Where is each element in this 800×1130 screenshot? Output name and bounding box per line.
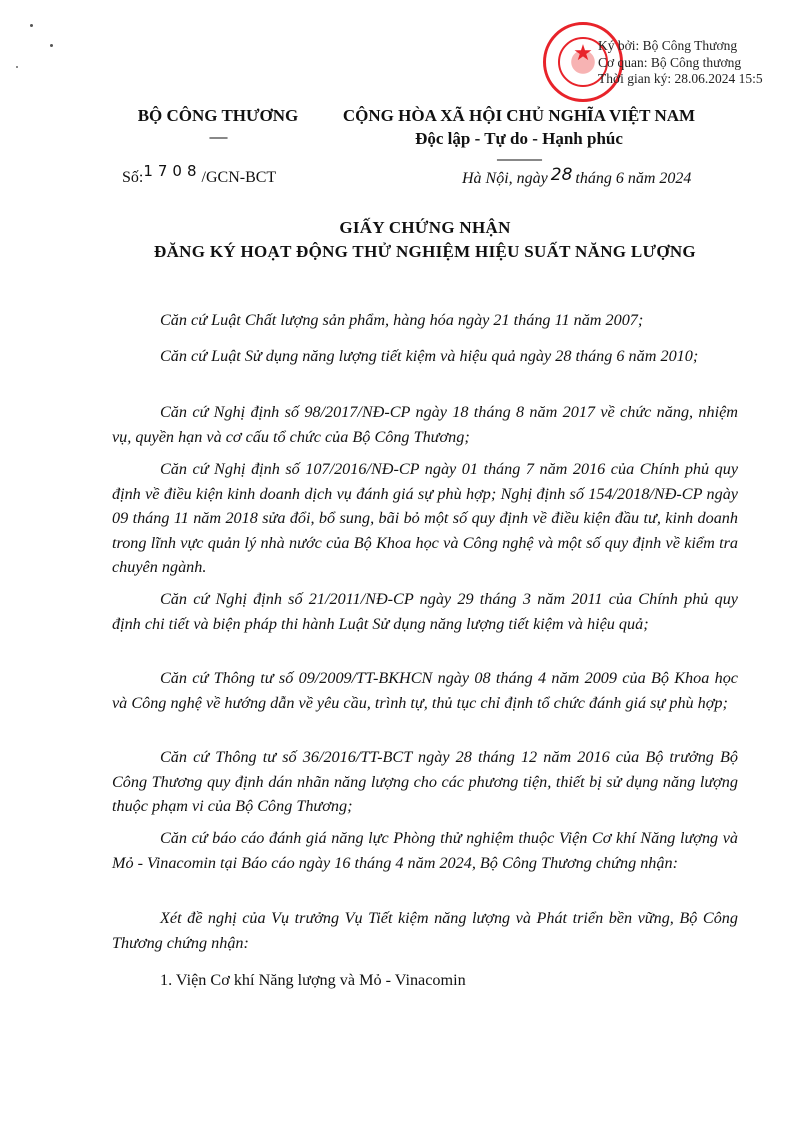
ministry-underline: ------ <box>209 130 227 144</box>
signature-signed-by: Ký bởi: Bộ Công Thương <box>598 38 738 53</box>
legal-basis-paragraph: Căn cứ Nghị định số 21/2011/NĐ-CP ngày 29 tháng 3 năm 2011 của Chính phủ quy định chi tiết và biện pháp thi hành Luật Sử dụng năng lượng tiết kiệm và hiệu quả; <box>112 590 738 633</box>
handwritten-day: 28 <box>550 165 573 185</box>
place-date <box>462 165 692 188</box>
signature-info <box>598 38 800 88</box>
signature-time: Thời gian ký: 28.06.2024 15:5 <box>598 71 763 86</box>
motto: Độc lập - Tự do - Hạnh phúc <box>415 129 623 148</box>
document-number <box>122 162 277 187</box>
scan-speck <box>30 24 33 27</box>
signature-agency: Cơ quan: Bộ Công thương <box>598 54 742 70</box>
certificate-subtitle: ĐĂNG KÝ HOẠT ĐỘNG THỬ NGHIỆM HIỆU SUẤT NĂNG LƯỢNG <box>154 242 696 261</box>
certified-organization-item: 1. Viện Cơ khí Năng lượng và Mỏ - Vinacomin <box>160 971 466 989</box>
place-date-suffix: tháng 6 năm 2024 <box>575 170 692 187</box>
scan-speck <box>50 44 53 47</box>
legal-basis-paragraph: Căn cứ Luật Chất lượng sản phẩm, hàng hóa ngày 21 tháng 11 năm 2007; <box>160 311 644 329</box>
motto-underline: --------------- <box>496 152 542 166</box>
country-name: CỘNG HÒA XÃ HỘI CHỦ NGHĨA VIỆT NAM <box>342 106 696 125</box>
legal-basis-paragraph: Căn cứ Nghị định số 98/2017/NĐ-CP ngày 18 tháng 8 năm 2017 về chức năng, nhiệm vụ, quyền hạn và cơ cấu tổ chức của Bộ Công Thương; <box>112 403 738 446</box>
legal-basis-paragraph: Căn cứ Nghị định số 107/2016/NĐ-CP ngày 01 tháng 7 năm 2016 của Chính phủ quy định về điều kiện kinh doanh dịch vụ đánh giá sự phù hợp; Nghị định số 154/2018/NĐ-CP ngày 09 tháng 11 năm 2018 sửa đổi, bổ sung, bãi bỏ một số quy định về điều kiện đầu tư, kinh doanh trong lĩnh vực quản lý nhà nước của Bộ Khoa học và Công nghệ và một số quy định về kiểm tra chuyên ngành. <box>112 460 738 576</box>
legal-basis-paragraph: Căn cứ Thông tư số 09/2009/TT-BKHCN ngày 08 tháng 4 năm 2009 của Bộ Khoa học và Công nghệ về hướng dẫn về yêu cầu, trình tự, thủ tục chỉ định tổ chức đánh giá sự phù hợp; <box>112 669 738 712</box>
number-label: Số: <box>122 169 144 186</box>
stamp-star-icon: ★ <box>573 41 593 66</box>
legal-basis-paragraph: Căn cứ báo cáo đánh giá năng lực Phòng thử nghiệm thuộc Viện Cơ khí Năng lượng và Mỏ - Vinacomin tại Báo cáo ngày 16 tháng 4 năm 2024, Bộ Công Thương chứng nhận: <box>112 829 738 872</box>
legal-basis-paragraph: Căn cứ Thông tư số 36/2016/TT-BCT ngày 28 tháng 12 năm 2016 của Bộ trưởng Bộ Công Thương quy định dán nhãn năng lượng cho các phương tiện, thiết bị sử dụng năng lượng thuộc phạm vi của Bộ Công Thương; <box>112 748 738 815</box>
certificate-title: GIẤY CHỨNG NHẬN <box>339 218 511 237</box>
legal-basis-paragraph: Căn cứ Luật Sử dụng năng lượng tiết kiệm và hiệu quả ngày 28 tháng 6 năm 2010; <box>160 347 699 365</box>
scan-speck <box>16 66 18 68</box>
recommendation-paragraph: Xét đề nghị của Vụ trưởng Vụ Tiết kiệm năng lượng và Phát triển bền vững, Bộ Công Thương chứng nhận: <box>112 909 738 952</box>
handwritten-number: 1708 <box>143 162 202 180</box>
number-suffix: /GCN-BCT <box>201 169 277 186</box>
ministry-name: BỘ CÔNG THƯƠNG <box>137 106 299 125</box>
place-date-prefix: Hà Nội, ngày <box>462 170 548 187</box>
